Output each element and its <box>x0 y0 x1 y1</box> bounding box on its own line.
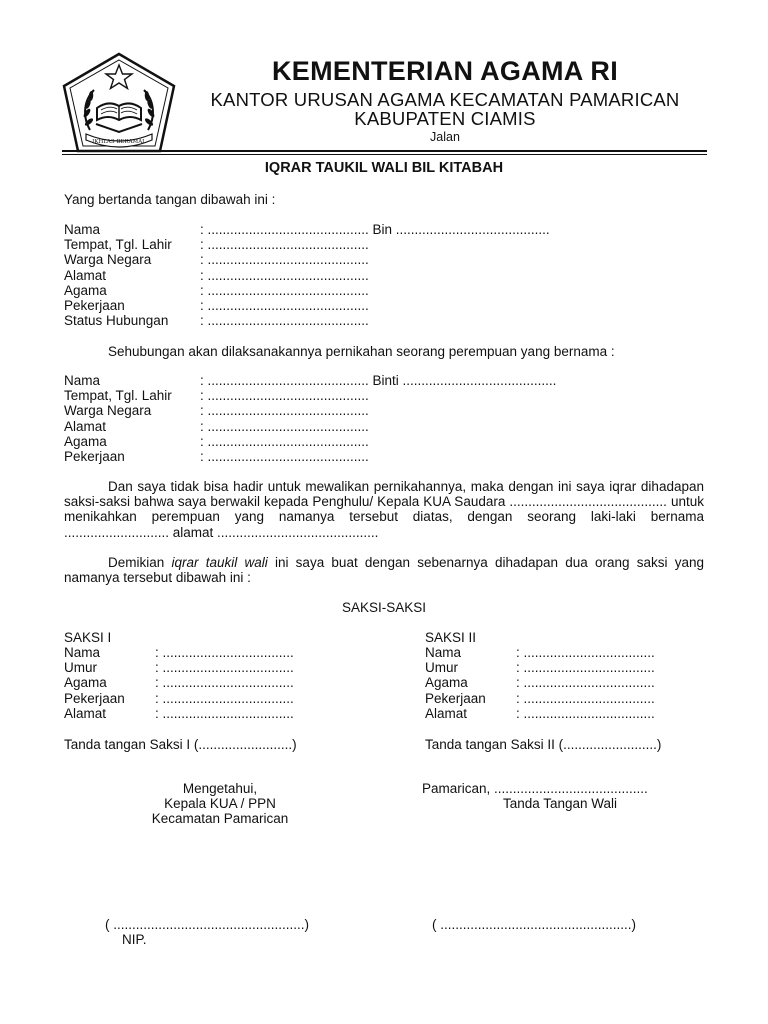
witness-2-field-value: : ................................... <box>516 660 655 676</box>
place-date-line: Pamarican, ......................................... <box>422 781 648 796</box>
declaration-paragraph <box>64 479 704 540</box>
witness-2-field-label: Pekerjaan <box>425 690 486 706</box>
wali-field-value: : ........................................... <box>200 252 369 268</box>
office-address: Jalan <box>430 130 460 144</box>
office-name: KANTOR URUSAN AGAMA KECAMATAN PAMARICAN <box>210 89 680 110</box>
kua-district: Kecamatan Pamarican <box>151 811 289 826</box>
witness-1-field-label: Nama <box>64 645 101 660</box>
bride-field-label: Pekerjaan <box>64 449 125 464</box>
bride-field-label: Alamat <box>64 418 107 434</box>
bride-field-label: Tempat, Tgl. Lahir <box>64 388 172 404</box>
witness-2-field-value: : ................................... <box>516 705 655 721</box>
witness-1-field-label: Pekerjaan <box>64 690 125 706</box>
bride-field-value: : ........................................... <box>200 388 369 404</box>
connection-text: Sehubungan akan dilaksanakannya pernikahan seorang perempuan yang bernama : <box>108 344 615 359</box>
bride-field-value: : ........................................... <box>200 403 369 419</box>
bride-field-label: Agama <box>64 433 107 449</box>
witness-2-heading: SAKSI II <box>425 630 477 645</box>
wali-field-label: Pekerjaan <box>64 298 125 313</box>
witness-1-field-label: Alamat <box>64 705 107 721</box>
guardian-name-line: ( ...................................................) <box>432 917 637 932</box>
witness-2-field-value: : ................................... <box>516 645 655 660</box>
bride-field-value: : ........................................... <box>200 418 369 434</box>
wali-field-label: Tempat, Tgl. Lahir <box>64 237 172 253</box>
witness-1-heading: SAKSI I <box>64 630 112 645</box>
intro-text: Yang bertanda tangan dibawah ini : <box>64 192 276 207</box>
acknowledged-label: Mengetahui, <box>182 781 258 796</box>
witness-2-signature-line: Tanda tangan Saksi II (.........................) <box>425 737 662 752</box>
wali-field-label: Status Hubungan <box>64 313 169 329</box>
regency-name: KABUPATEN CIAMIS <box>354 108 536 129</box>
witness-1-field-value: : ................................... <box>155 660 294 676</box>
declaration-text: Dan saya tidak bisa hadir untuk mewalikan pernikahannya, maka dengan ini saya iqrar dihadapan saksi-saksi bahwa saya berwakil kepada Penghulu/ Kepala KUA Saudara .......................................... untuk menikahkan perempuan yang namanya tersebut diatas, dengan seorang laki-laki bernama ............................ alamat ........................................... <box>64 479 704 540</box>
bride-field-value: : ........................................... <box>200 433 369 449</box>
kua-head-title: Kepala KUA / PPN <box>164 796 276 811</box>
document-title: IQRAR TAUKIL WALI BIL KITABAH <box>264 160 504 176</box>
witness-1-field-value: : ................................... <box>155 675 294 691</box>
nip-label: NIP. <box>122 932 147 947</box>
witness-2-field-label: Agama <box>425 675 468 691</box>
bride-field-value: : ........................................... <box>200 449 369 464</box>
wali-field-label: Agama <box>64 282 107 298</box>
closing-emphasis: iqrar taukil wali <box>171 555 268 570</box>
guardian-signature-label: Tanda Tangan Wali <box>502 796 618 811</box>
svg-text:IKHLAS BERAMAL: IKHLAS BERAMAL <box>92 139 146 145</box>
witness-2-field-label: Umur <box>425 660 458 676</box>
ministry-name: KEMENTERIAN AGAMA RI <box>272 56 618 86</box>
witness-2-field-label: Alamat <box>425 705 468 721</box>
wali-field-value: : ........................................... <box>200 267 369 283</box>
witness-1-field-label: Agama <box>64 675 107 691</box>
wali-field-value: : ........................................... <box>200 282 369 298</box>
wali-field-value: : ........................................... Bin ......................................... <box>200 222 550 237</box>
witness-heading: SAKSI-SAKSI <box>341 600 427 615</box>
kua-head-name-line: ( ...................................................) <box>105 917 310 932</box>
wali-field-value: : ........................................... <box>200 298 369 313</box>
witness-1-field-value: : ................................... <box>155 690 294 706</box>
wali-field-value: : ........................................... <box>200 237 369 253</box>
closing-paragraph <box>64 555 704 585</box>
closing-text-end: ini saya buat dengan sebenarnya dihadapan dua orang saksi yang namanya tersebut dibawah ini : <box>64 555 704 586</box>
witness-2-field-label: Nama <box>425 645 462 660</box>
letterhead-divider <box>62 150 707 155</box>
witness-1-field-value: : ................................... <box>155 705 294 721</box>
witness-1-field-label: Umur <box>64 660 97 676</box>
bride-field-label: Nama <box>64 373 101 388</box>
witness-2-field-value: : ................................... <box>516 675 655 691</box>
closing-text-start: Demikian <box>108 555 172 570</box>
witness-2-field-value: : ................................... <box>516 690 655 706</box>
wali-field-label: Nama <box>64 222 101 237</box>
wali-field-label: Alamat <box>64 267 107 283</box>
bride-field-value: : ........................................... Binti ......................................... <box>200 373 557 388</box>
witness-1-field-value: : ................................... <box>155 645 294 660</box>
witness-1-signature-line: Tanda tangan Saksi I (.........................) <box>64 737 297 752</box>
wali-field-value: : ........................................... <box>200 313 369 329</box>
wali-field-label: Warga Negara <box>64 252 152 268</box>
bride-field-label: Warga Negara <box>64 403 152 419</box>
